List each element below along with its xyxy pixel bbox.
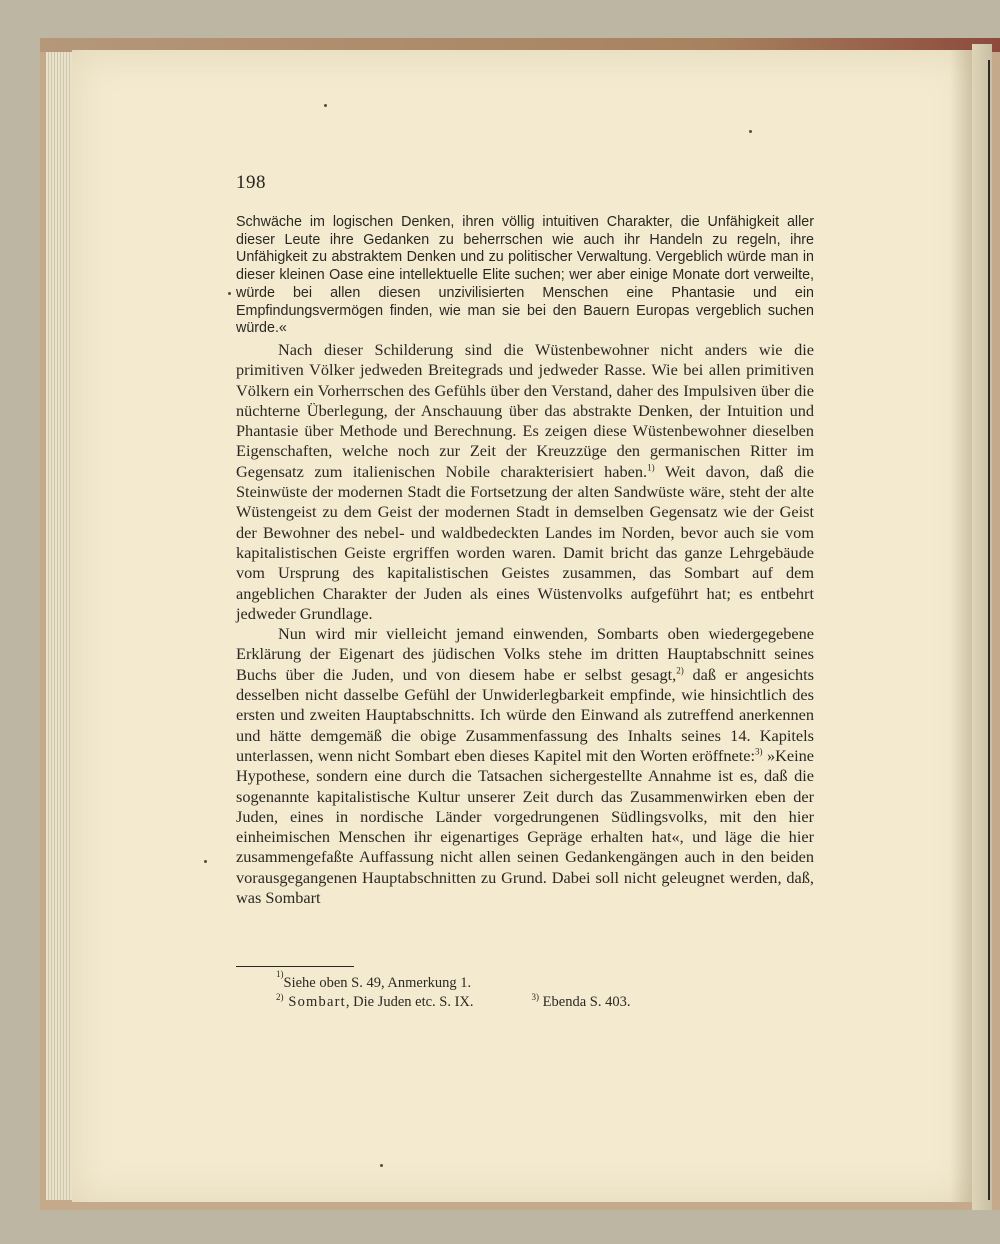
paper-speck (380, 1164, 383, 1167)
paragraph-2-text-b: daß er angesichts desselben nicht dasselbe Gefühl der Unwiderlegbarkeit empfinde, wie hinsichtlich des ersten und zweiten Hauptabschnitts. Ich würde den Einwand als zutreffend anerkennen und hätte demgemäß die obige Zusammenfassung des Inhalts seines 14. Kapitels unterlassen, wenn nicht Sombart eben dieses Kapitel mit den Worten eröffnete: (236, 664, 814, 765)
paper-speck (228, 292, 231, 295)
binding-line (988, 60, 990, 1200)
footnote-ref-3: 3) (755, 746, 763, 757)
paper-speck (324, 104, 327, 107)
quote-paragraph: Schwäche im logischen Denken, ihren völlig intuitiven Charakter, die Unfähigkeit aller dieser Leute ihre Gedanken zu beherrschen wie auch ihr Handeln zu regeln, ihre Unfähigkeit zu abstraktem Denken und zu politischer Verwaltung. Vergeblich würde man in dieser kleinen Oase eine intellektuelle Elite suchen; wer aber einige Monate dort verweilte, würde bei allen diesen unzivilisierten Menschen eine Phantasie und ein Empfindungsvermögen finden, wie man sie bei den Bauern Europas vergeblich suchen würde.« (236, 214, 814, 337)
footnote-3-text: Ebenda S. 403. (539, 994, 631, 1010)
paragraph-2-text-a: Nun wird mir vielleicht jemand einwenden, Sombarts oben wiedergegebene Erklärung der Eigenart des jüdischen Volks stehe im dritten Hauptabschnitt seines Buchs über die Juden, und von diesem habe er selbst gesagt, (236, 624, 814, 684)
paragraph-2 (236, 624, 814, 908)
paper-speck (204, 860, 207, 863)
footnote-2-text: , Die Juden etc. S. IX. (345, 994, 474, 1010)
paper-speck (749, 130, 752, 133)
paragraph-2-text-c: »Keine Hypothese, sondern eine durch die Tatsachen sichergestellte Annahme ist es, daß die sogenannte kapitalistische Kultur unserer Zeit durch das Zusammenwirken eben der Juden, eines in nordische Länder vorgedrungenen Südlingsvolks, mit den hier einheimischen Menschen ihr eigenartiges Gepräge erhalten hat«, und läge die hier zusammengefaßte Auffassung nicht allen seinen Gedankengängen auch in den beiden vorausgegangenen Hauptabschnitten zu Grund. Dabei soll nicht geleugnet werden, daß, was Sombart (236, 745, 814, 908)
footnote-separator (236, 966, 354, 967)
footnote-3 (532, 993, 631, 1012)
footnote-1 (276, 969, 796, 993)
footnote-1-mark: 1) (276, 969, 284, 979)
footnote-3-mark: 3) (531, 992, 540, 1003)
paragraph-1 (236, 340, 814, 624)
footnotes (276, 969, 796, 1012)
paragraph-1-text-b: Weit davon, daß die Steinwüste der modernen Stadt die Fortsetzung der alten Sandwüste wäre, steht der alte Wüstengeist zu dem Geist der modernen Stadt in demselben Gegensatz wie der Geist der Bewohner des nebel- und waldbedeckten Landes im Norden, bevor auch sie vom kapitalistischen Geiste ergriffen worden waren. Damit bricht das ganze Lehrgebäude vom Ursprung des kapitalistischen Geistes zusammen, das Sombart auf dem angeblichen Charakter der Juden als eines Wüstenvolks aufgeführt hat; es entbehrt jedweder Grundlage. (236, 461, 814, 623)
footnote-2-author: Sombart (283, 994, 346, 1010)
page-gutter-shadow (950, 50, 972, 1202)
footnote-row-2 (276, 993, 796, 1012)
footnote-2 (276, 993, 474, 1012)
footnote-2-mark: 2) (276, 992, 284, 1003)
footnote-ref-1: 1) (647, 462, 655, 473)
page-number: 198 (236, 172, 266, 193)
footnote-ref-2: 2) (676, 665, 684, 676)
body-text (236, 340, 814, 908)
paragraph-1-text-a: Nach dieser Schilderung sind die Wüstenbewohner nicht anders wie die primitiven Völker jedweden Breitegrads und jedweder Rasse. Wie bei allen primitiven Völkern ein Vorherrschen des Gefühls über den Verstand, daher des Impulsiven über die nüchterne Überlegung, der Anschauung über das abstrakte Denken, der Intuition und Phantasie über Methode und Berechnung. Es zeigen diese Wüstenbewohner dieselben Eigenschaften, welche noch zur Zeit der Kreuzzüge den germanischen Ritter im Gegensatz zum italienischen Nobile charakterisiert haben. (236, 340, 814, 481)
footnote-1-text: Siehe oben S. 49, Anmerkung 1. (283, 975, 472, 991)
